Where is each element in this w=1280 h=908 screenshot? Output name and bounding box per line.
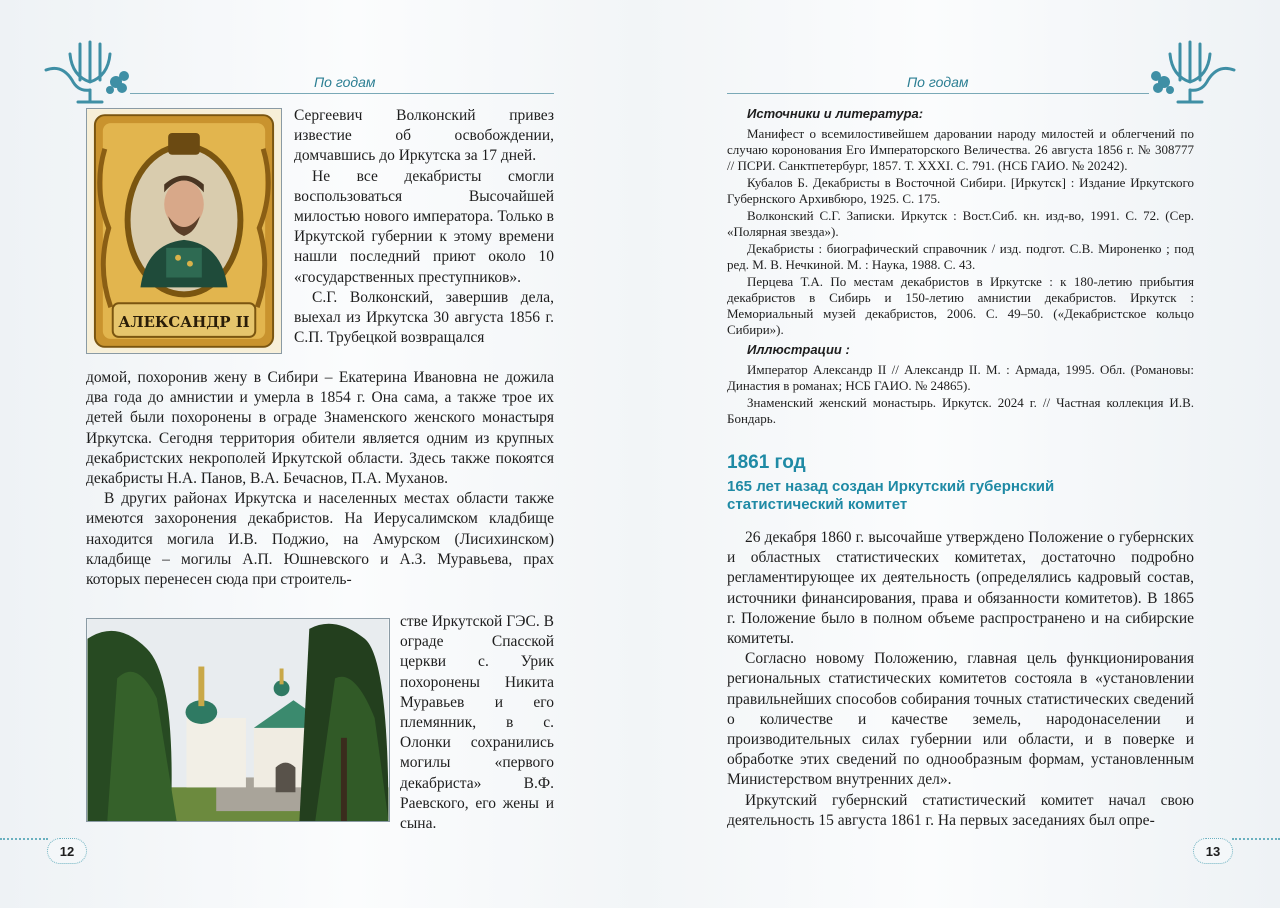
left-text-block-b [86,368,554,590]
right-text-block [727,528,1194,831]
page-number-right: 13 [1193,838,1233,864]
paragraph: стве Иркутской ГЭС. В ограде Спасской церкви с. Урик похоронены Никита Муравьев и его племянник, в с. Олонки сохранились могилы «первого декабриста» В.Ф. Раевского, его жены и сына. [400,613,554,833]
paragraph: 26 декабря 1860 г. высочайше утверждено Положение о губернских и областных статистических комитетах, достаточно подробно регламентирующее их деятельность (определялись кадровый состав, источники финансирования, права и обязанности комитетов). В 1865 г. Положение было в полном объеме распространено и на сибирские комитеты. [727,529,1194,648]
source-item: Манифест о всемилостивейшем даровании народу милостей и облегчений по случаю коронования Его Императорского Величества. 26 августа 1856 г. № 308777 // ПСРИ. Санктпетербург, 1857. Т. XXXI. С. 791. (НСБ ГАИО. № 20242). [727,126,1194,173]
paragraph: Согласно новому Положению, главная цель функционирования региональных статистических комитетов состояла в «установлении правильнейших способов собирания точных статистических сведений о количестве и качестве земель, народонаселении и производительных силах губернии или области, и в поверке и обработке этих сведений по однообразным формам, установленным Министерством внутренних дел». [727,650,1194,789]
sources-section [727,106,1194,428]
church-photo [86,618,390,822]
section-year: 1861 год [727,452,806,473]
footer-dotline [0,838,48,840]
sources-heading: Источники и литература: [747,106,924,121]
running-head-left: По годам [130,74,554,94]
ornament-icon [42,40,132,106]
paragraph: домой, похоронив жену в Сибири – Екатерина Ивановна не дожила два года до амнистии и умерла в 1854 г. Она сама, а также трое их детей были похоронены в ограде Знаменского женского монастыря Иркутска. Сегодня территория обители является одним из крупных декабристских некрополей Иркутской области. Здесь также покоятся декабристы Н.А. Панов, В.А. Бечаснов, П.А. Муханов. [86,369,554,488]
illustration-item: Знаменский женский монастырь. Иркутск. 2024 г. // Частная коллекция И.В. Бондарь. [727,395,1194,426]
source-item: Перцева Т.А. По местам декабристов в Иркутске : к 180-летию прибытия декабристов в Сибирь и 150-летию амнистии декабристов. Иркутск : Мемориальный музей декабристов, 2006. С. 49–50. («Декабристское кольцо Сибири»). [727,274,1194,337]
source-item: Волконский С.Г. Записки. Иркутск : Вост.Сиб. кн. изд-во, 1991. С. 72. (Сер. «Полярная звезда»). [727,208,1194,239]
page-number-left: 12 [47,838,87,864]
footer-dotline [1232,838,1280,840]
left-text-block-c [400,612,554,834]
source-item: Декабристы : биографический справочник / изд. подгот. С.В. Мироненко ; под ред. М. В. Нечкиной. М. : Наука, 1988. С. 43. [727,241,1194,272]
portrait-caption: АЛЕКСАНДР II [118,314,250,332]
running-head-right: По годам [727,74,1149,94]
illustrations-heading: Иллюстрации : [747,342,850,357]
illustration-item: Император Александр II // Александр II. М. : Армада, 1995. Обл. (Романовы: Династия в романах; НСБ ГАИО. № 24865). [727,362,1194,393]
portrait-alexander-ii [86,108,282,354]
paragraph: В других районах Иркутска и населенных местах области также имеются захоронения декабристов. На Иерусалимском кладбище находится могила И.В. Поджио, на Амурском (Лисихинском) кладбище – могилы А.П. Юшневского и А.З. Муравьева, прах которых перенесен сюда при строитель- [86,490,554,589]
left-text-block-a [294,106,554,348]
source-item: Кубалов Б. Декабристы в Восточной Сибири. [Иркутск] : Издание Иркутского Губернского Архивбюро, 1925. С. 175. [727,175,1194,206]
paragraph: С.Г. Волконский, завершив дела, выехал из Иркутска 30 августа 1856 г. С.П. Трубецкой возвращался [294,288,554,347]
paragraph: Иркутский губернский статистический комитет начал свою деятельность 15 августа 1861 г. На первых заседаниях был опре- [727,791,1194,829]
paragraph: Не все декабристы смогли воспользоваться Высочайшей милостью нового императора. Только в Иркутской губернии к этому времени нашли последний приют около 10 «государственных преступников». [294,167,554,286]
paragraph: Сергеевич Волконский привез известие об освобождении, домчавшись до Иркутска за 17 дней. [294,107,554,165]
ornament-icon [1148,40,1238,106]
section-subtitle: 165 лет назад создан Иркутский губернский статистический комитет [727,478,1055,513]
